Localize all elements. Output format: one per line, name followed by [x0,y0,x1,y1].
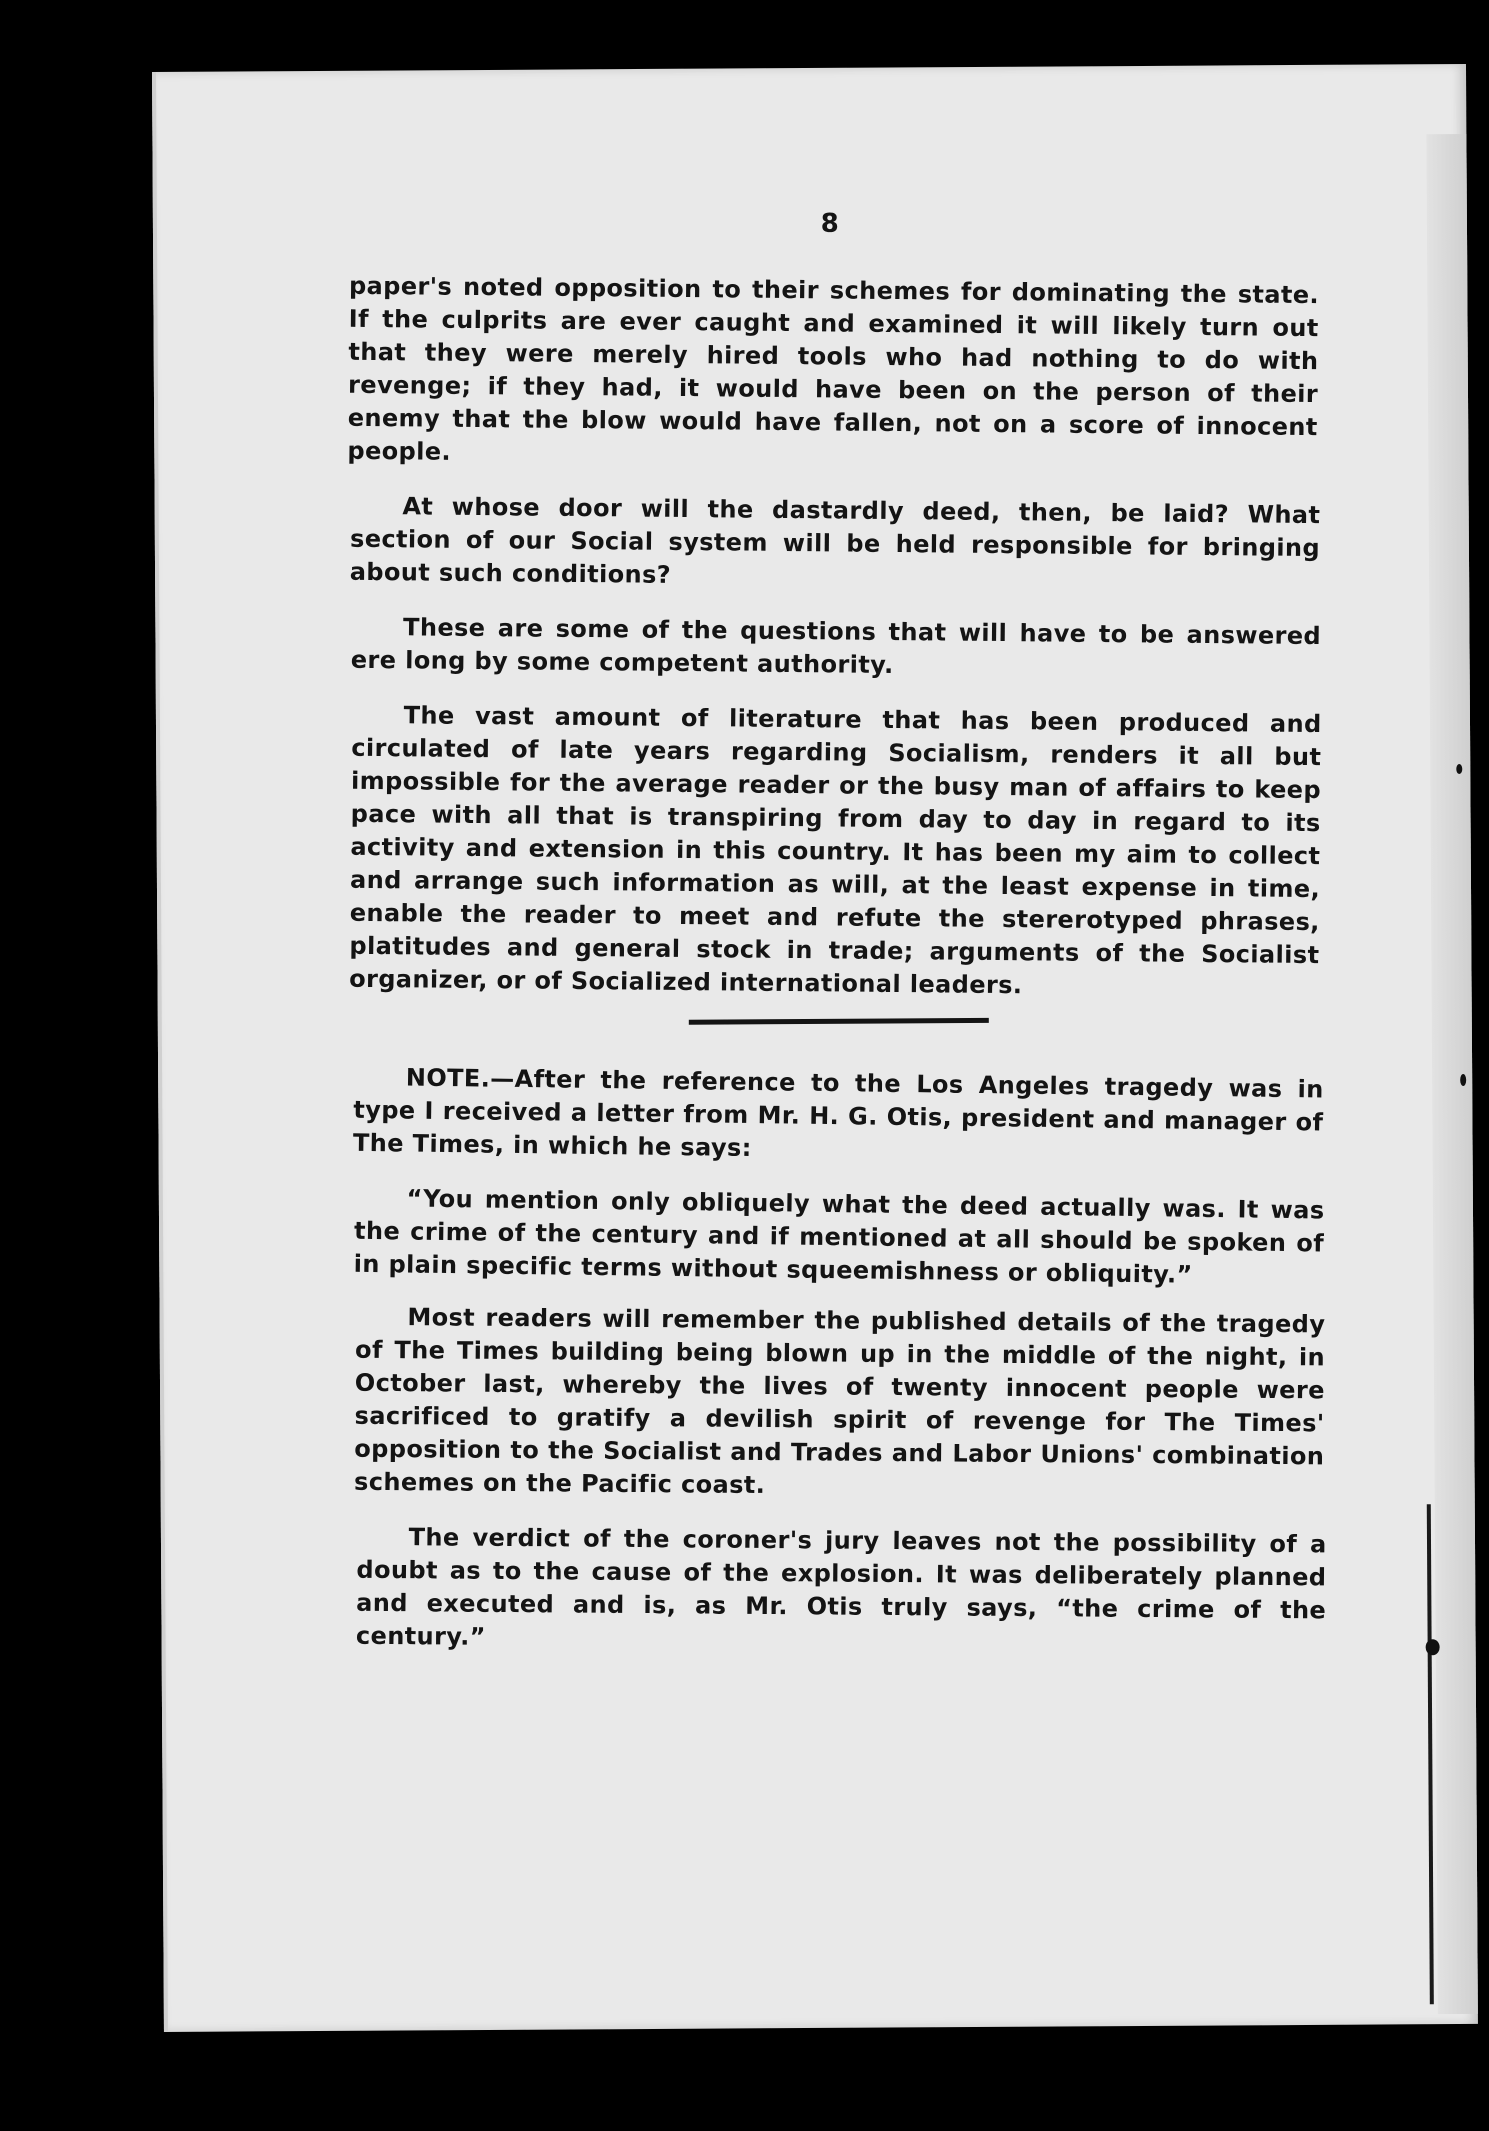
paragraph: paper's noted opposition to their schemes for dominating the state. If the culprits are ever caught and examined it will likely turn out that they were merely hired tools who had nothing to do with revenge; if they had, it would have been on the person of their enemy that the blow would have fallen, not on a score of innocent people. [347,271,1320,466]
ink-speck [1456,764,1462,774]
section-divider [689,1018,989,1025]
paragraph: These are some of the questions that will have to be answered ere long by some competent authority. [350,613,1322,679]
page-content [349,205,1328,1675]
page-number: 8 [820,208,840,239]
ink-speck [1460,1074,1466,1086]
note-intro: NOTE.—After the reference to the Los Angeles tragedy was in type I received a letter from Mr. H. G. Otis, president and manager of The Times, in which he says: [352,1063,1324,1162]
paragraph: At whose door will the dastardly deed, then, be laid? What section of our Social system will be held responsible for bringing about such conditions? [349,492,1321,589]
paragraph: The vast amount of literature that has been produced and circulated of late years regarding Socialism, renders it all but impossible for the average reader or the busy man of affairs to keep pace with all that is transpiring from day to day in regard to its activity and extension in this country. It has been my aim to collect and arrange such information as will, at the least expense in time, enable the reader to meet and refute the stererotyped phrases, platitudes and general stock in trade; arguments of the Socialist organizer, or of Socialized international leaders. [349,701,1322,1000]
document-page [152,64,1478,2032]
ink-speck [1426,1639,1440,1655]
binding-line [1427,1504,1434,2004]
note-quote: “You mention only obliquely what the deed actually was. It was the crime of the century and if mentioned at all should be spoken of in plain specific terms without squeemishness or obliquity.” [353,1184,1325,1289]
note-paragraph: Most readers will remember the published details of the tragedy of The Times building being blown up in the middle of the night, in October last, whereby the lives of twenty innocent people were sacrificed to gratify a devilish spirit of revenge for The Times' opposition to the Socialist and Trades and Labor Unions' combination schemes on the Pacific coast. [353,1303,1326,1500]
note-paragraph: The verdict of the coroner's jury leaves not the possibility of a doubt as to the cause of the explosion. It was deliberately planned and executed and is, as Mr. Otis truly says, “the crime of the century.” [355,1523,1327,1651]
